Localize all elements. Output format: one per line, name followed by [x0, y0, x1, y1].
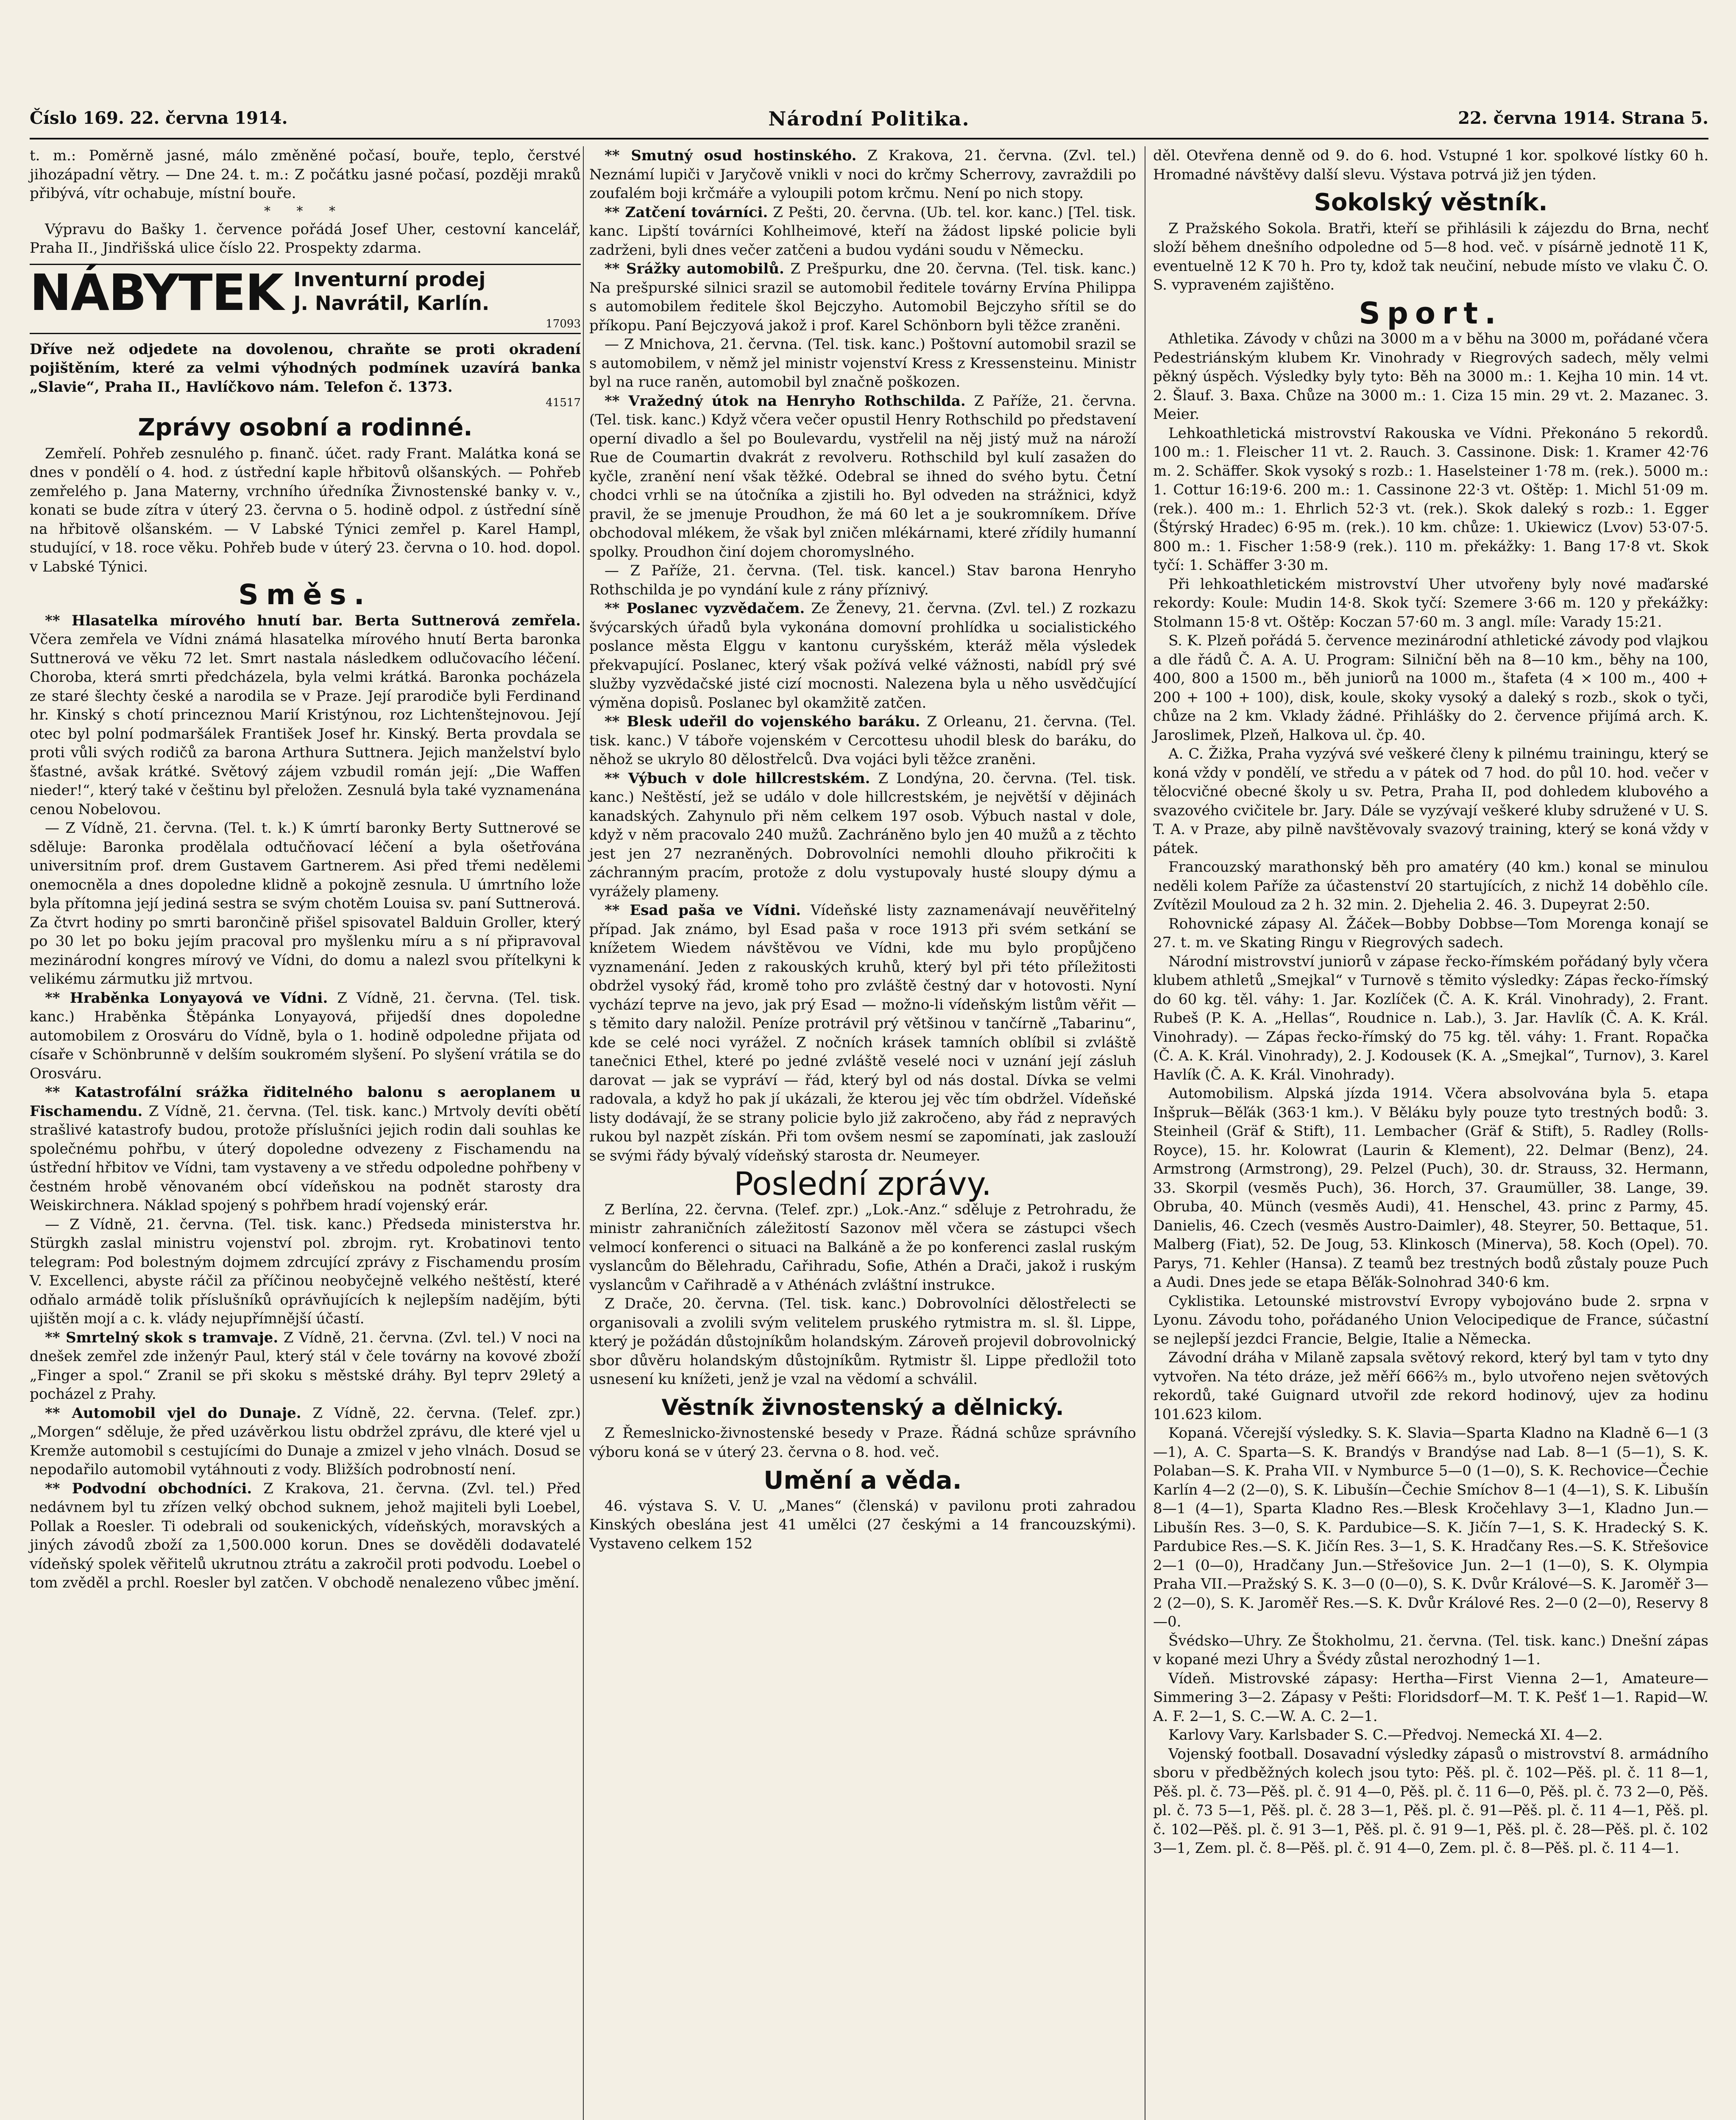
ornament: * * * [264, 204, 347, 219]
suttner-text: Včera zemřela ve Vídni známá hlasatelka mírového hnutí Berta baronka Suttnerová ve věku 72 let. Smrt nastala následkem odlučovacího léčení. Choroba, která smrti předcházela, byla velmi krátká. Baronka pocházela ze staré šlechty české a narodila se v Praze. Její prarodiče byli Ferdinand hr. Kinský s chotí princeznou Marií Kristýnou, roz Lichtenštejnovou. Její otec byl polní podmaršálek František Josef hr. Kinský. Berta provdala se proti vůli svých rodičů za barona Arthura Suttnera. Jejich manželství bylo šťastné, avšak krátké. Světový zájem vzbudil román její: „Die Waffen nieder!“, který také v češtinu byl přeložen. Zesnulá byla také vyznamenána cenou Nobelovou. [30, 631, 581, 818]
athletics-text: Athletika. Závody v chůzi na 3000 m a v běhu na 3000 m, pořádané včera Pedestriánským klubem Kr. Vinohrady v Riegrových sadech, měly velmi pěkný úspěch. Výsledky byly tyto: Běh na 3000 m.: 1. Kejha 10 min. 14 vt. 2. Šlauf. 3. Baxa. Chůze na 3000 m.: 1. Ciza 15 min. 29 vt. 2. Mazanec. 3. Meier. [1153, 330, 1708, 423]
personal-news: Zemřelí. Pohřeb zesnulého p. finanč. účet. rady Frant. Malátka koná se dnes v pondělí o 4. hod. z ústřední kaple hřbitovů olšanských. — Pohřeb zemřelého p. Jana Materny, vrchního úředníka Živnostenské banky v. v., konati se bude zítra v úterý 23. června o 5. hodině odpol. z ústřední síně na hřbitově olšanském. — V Labské Týnici zemřel p. Karel Hampl, studující, v 18. roce věku. Pohřeb bude v úterý 23. června o 10. hod. dopol. v Labské Týnici. [30, 445, 581, 575]
tram-text: Z Vídně, 21. června. (Zvl. tel.) V noci na dnešek zemřel zde inženýr Paul, který stál v čele továrny na kovové zboží „Finger a spol.“ Zranil se při skoku s městské dráhy. Byl teprv 29letý a pocházel z Prahy. [30, 1329, 581, 1403]
section-miscellany: Směs. [238, 578, 372, 611]
section-art: Umění a věda. [764, 1466, 962, 1495]
column-2 [589, 146, 1136, 1553]
section-sokol: Sokolský věstník. [1314, 189, 1548, 216]
danube-text: Z Vídně, 22. června. (Telef. zpr.) „Morgen“ sděluje, že před uzávěrkou listu obdržel zprávu, dle které vjel u Kremže automobil s cestujícími do Dunaje a zmizel v jeho vlnách. Dosud se nepodařilo automobil vytáhnouti z vody. Bližších podrobností není. [30, 1404, 581, 1478]
insurance-ad-code: 41517 [546, 396, 581, 409]
car-text: Z Prešpurku, dne 20. června. (Tel. tisk. kanc.) Na prešpurské silnici srazil se automobil ředitele továrny Ervína Philippa s automobilem ředitele škol Bejczyho. Automobil Bejczyho sřítil se do příkopu. Paní Bejczyová jakož i prof. Karel Schönborn byli těžce zraněni. [589, 260, 1136, 334]
plzen-races: S. K. Plzeň pořádá 5. července mezinárodní athletické závody pod vlajkou a dle řádů Č. A. A. U. Program: Silniční běh na 8—10 km., běhy na 100, 400, 800 a 1500 m., běh juniorů na 1000 m., štafeta (4 × 100 m., 400 + 200 + 100 + 100), disk, koule, skoky vysoký a daleký s rozb., skok o tyči, chůze na 2 km. Vklady žádné. Přihlášky do 2. července přijímá arch. K. Jaroslimek, Plzeň, Halkova ul. čp. 40. [1153, 632, 1708, 744]
envoy-text: Ze Ženevy, 21. června. (Zvl. tel.) Z rozkazu švýcarských úřadů byla vykonána domovní prohlídka u socialistického poslance města Elggu v kantonu curyšském, kteráž měla výsledek překvapující. Poslanec, který však požívá velké vážnosti, nabídl prý své služby vyzvědačské jisté cizí mocnosti. Nalezena byla u něho usvědčující výměna dopisů. Poslanec byl okamžitě zatčen. [589, 600, 1136, 711]
ad-line-1: Inventurní prodej [293, 268, 486, 291]
car-headline: ** Srážky automobilů. [605, 260, 784, 277]
danube-headline: ** Automobil vjel do Dunaje. [45, 1404, 301, 1422]
automobilism-text: Automobilism. Alpská jízda 1914. Včera absolvována byla 5. etapa Inšpruk—Běľák (363·1 km.). V Běláku byly pouze tyto trestných bodů: 3. Steinheil (Gräf & Stift), 11. Lembacher (Gräf & Stift), 5. Radley (Rolls-Royce), 15. hr. Kolowrat (Laurin & Klement), 22. Delmar (Benz), 24. Armstrong (Armstrong), 29. Pelzel (Puch), 30. dr. Strauss, 32. Hermann, 33. Skorpil (vesměs Puch), 36. Horch, 37. Graumüller, 38. Lange, 39. Obruba, 40. Münch (vesměs Audi), 41. Henschel, 43. princ z Parmy, 45. Danielis, 46. Czech (vesměs Austro-Daimler), 48. Steyrer, 50. Bettaque, 51. Malberg (Fiat), 52. De Joug, 53. Klinkosch (Minerva), 58. Koch (Opel). 70. Parys, 71. Kehler (Hansa). Z teamů bez trestných bodů zůstaly pouze Puch a Audi. Dnes jede se etapa Běľák-Solnohrad 340·6 km. [1153, 1085, 1708, 1291]
column-1 [30, 146, 581, 1593]
austria-championship: Lehkoathletická mistrovství Rakouska ve Vídni. Překonáno 5 rekordů. 100 m.: 1. Fleischer 11 vt. 2. Rauch. 3. Cassinone. Disk: 1. Kramer 42·76 m. 2. Schäffer. Skok vysoký s rozb.: 1. Haselsteiner 1·78 m. (rek.). 5000 m.: 1. Cottur 16:19·6. 200 m.: 1. Cassinone 22·3 vt. Oštěp: 1. Michl 51·09 m. (rek.). 400 m.: 1. Ehrlich 52·3 vt. (rek.). Skok daleký s rozb.: 1. Egger (Štýrský Hradec) 6·95 m. (rek.). 10 km. chůze: 1. Ukiewicz (Lvov) 53·07·5. 800 m.: 1. Fischer 1:58·9 (rek.). 110 m. překážky: 1. Bang 17·8 vt. Skok tyčí: 1. Schäffer 3·30 m. [1153, 424, 1708, 574]
esad-headline: ** Esad paša ve Vídni. [605, 902, 801, 919]
fraud-headline: ** Podvodní obchodníci. [45, 1480, 252, 1497]
page-header [30, 108, 1708, 139]
envoy-headline: ** Poslanec vyzvědačem. [605, 600, 805, 617]
page-number: 22. června 1914. Strana 5. [1458, 108, 1708, 128]
section-latest-news: Poslední zprávy. [734, 1165, 992, 1202]
cycling-text: Cyklistika. Letounské mistrovství Evropy vybojováno bude 2. srpna v Lyonu. Závodu toho, pořádaného Union Velocipedique de France, súčastní se nejlepší jezdci Francie, Belgie, Italie a Německa. [1153, 1292, 1708, 1347]
rothschild-text: Z Paříže, 21. června. (Tel. tisk. kanc.) Když včera večer opustil Henry Rothschild po představení operní divadlo a šel po Boulevardu, vystřelil na něj jistý muž na nároží Rue de Coumartin dvakrát z revolveru. Rothschild byl kulí zasažen do kyčle, zranění není však těžké. Odebral se ihned do svého bytu. Četní chodci vrhli se na útočníka a zjistili ho. Byl odveden na strážnici, když pravil, že se jmenuje Proudhon, že má 60 let a je soukromníkem. Dříve obchodoval mlékem, že však byl zničen mlékárnami, které zřídily humanní spolky. Proudhon činí dojem choromyslného. [589, 392, 1137, 561]
vienna-matches: Vídeň. Mistrovské zápasy: Hertha—First Vienna 2—1, Amateure—Simmering 3—2. Zápasy v Pešti: Floridsdorf—M. T. K. Pešť 1—1. Rapid—W. A. F. 2—1, S. C.—W. A. C. 2—1. [1153, 1670, 1708, 1725]
rothschild-headline: ** Vražedný útok na Henryho Rothschilda. [605, 392, 966, 410]
sweden-hungary: Švédsko—Uhry. Ze Štokholmu, 21. června. (Tel. tisk. kanc.) Dnešní zápas v kopané mezi Uhry a Švédy zůstal nerozhodný 1—1. [1153, 1632, 1708, 1668]
suttner-followup: — Z Vídně, 21. června. (Tel. t. k.) K úmrtí baronky Berty Suttnerové se sděluje: Baronka prodělala odtučňovací léčení a byla ošetřována universitním prof. drem Gustavem Gartnerem. Asi před třemi nedělemi onemocněla a dnes dopoledne klidně a pokojně zesnula. U úmrtního lože byla přítomna její jediná sestra se svým chotěm Louisa sv. paní Suttnerová. Za čtvrt hodiny po smrti barončině přišel spisovatel Balduin Groller, který po 30 let po boku jejím pracoval pro myšlenku míru a s ní připravoval mezinárodní kongres mírový ve Vídni, do domu a nalezl svou přítelkyni k velikému zármutku již mrtvou. [30, 820, 581, 987]
lonyay-headline: ** Hraběnka Lonyayová ve Vídni. [45, 989, 328, 1007]
mine-text: Z Londýna, 20. června. (Tel. tisk. kanc.) Neštěstí, jež se událo v dole hillcrestském, je největší v dějinách kanadských. Zahynulo při něm celkem 197 osob. Výbuch nastal v dole, když v něm pracovalo 240 mužů. Zachráněno bylo jen 40 mužů a z těchto jest jen 27 nezraněných. Dobrovolníci nemohli dlouho přikročiti k záchranným pracím, protože z dolu vystupovaly husté sloupy dýmu a vyrážely plameny. [589, 770, 1136, 900]
column-divider-1 [583, 146, 584, 2120]
wrestling-text: Národní mistrovství juniorů v zápase řecko-římském pořádaný byly včera klubem athletů „Smejkal“ v Turnově s těmito výsledky: Zápas řecko-římský do 60 kg. těl. váhy: 1. Jar. Kozlíček (Č. A. K. Král. Vinohrady), 2. Frant. Rubeš (P. K. A. „Hellas“, Roudnice n. Lab.), 3. Jar. Havlík (Č. A. K. Král. Vinohrady). — Zápas řecko-římský do 75 kg. těl. váhy: 1. Frant. Ropačka (Č. A. K. Král. Vinohrady), 2. J. Kodousek (K. A. „Smejkal“, Turnov), 3. Karel Havlík (Č. A. K. Král. Vinohrady). [1153, 953, 1708, 1083]
factory-headline: ** Zatčení továrníci. [605, 204, 768, 221]
military-football: Vojenský football. Dosavadní výsledky zápasů o mistrovství 8. armádního sboru v předběžných kolech jsou tyto: Pěš. pl. č. 102—Pěš. pl. č. 11 8—1, Pěš. pl. č. 73—Pěš. pl. č. 91 4—0, Pěš. pl. č. 11 6—0, Pěš. pl. č. 73 2—0, Pěš. pl. č. 73 5—1, Pěš. pl. č. 28 3—1, Pěš. pl. č. 91—Pěš. pl. č. 11 4—1, Pěš. pl. č. 102—Pěš. pl. č. 91 3—1, Pěš. pl. č. 91 9—1, Pěš. pl. č. 28—Pěš. pl. č. 102 3—1, Zem. pl. č. 8—Pěš. pl. č. 91 4—0, Zem. pl. č. 8—Pěš. pl. č. 11 4—1. [1153, 1745, 1708, 1857]
balloon-text: Z Vídně, 21. června. (Tel. tisk. kanc.) Mrtvoly devíti obětí strašlivé katastrofy budou, protože příslušníci jejich rodin dali souhlas ke společnému pohřbu, v úterý dopoledne odvezeny z Fischamendu na ústřední hřbitov ve Vídni, tam vystaveny a ve středu odpoledne pohřbeny v čestném hrobě věnovaném obcí vídeňskou na podnět starosty dra Weiskirchnera. Náklad spojený s pohřbem hradí vojenský erár. [30, 1102, 581, 1214]
trade-text: Z Řemeslnicko-živnostenské besedy v Praze. Řádná schůze správního výboru koná se v úterý 23. června o 8. hod. več. [589, 1425, 1136, 1461]
exhibition-continued: děl. Otevřena denně od 9. do 6. hod. Vstupné 1 kor. spolkové lístky 60 h. Hromadné návštěvy další slevu. Výstava potrvá již jen týden. [1153, 147, 1708, 183]
ad-code: 17093 [546, 317, 581, 330]
lonyay-text: Z Vídně, 21. června. (Tel. tisk. kanc.) Hraběnka Štěpánka Lonyayová, přijedší dnes dopoledne automobilem z Orosváru do Vídně, byla o 1. hodině odpoledne přijata od císaře v Schönbrunně v delším soukromém slyšení. Po slyšení vrátila se do Orosváru. [30, 989, 581, 1082]
travel-notice: Výpravu do Bašky 1. července pořádá Josef Uher, cestovní kancelář, Praha II., Jindřišská ulice číslo 22. Prospekty zdarma. [30, 220, 581, 257]
weather-text: t. m.: Poměrně jasné, málo změněné počasí, bouře, teplo, čerstvé jihozápadní větry. — Dne 24. t. m.: Z počátku jasné počasí, později mraků přibývá, vítr ochabuje, místní bouře. [30, 147, 581, 202]
masthead: Národní Politika. [768, 107, 970, 130]
lightning-headline: ** Blesk udeřil do vojenského baráku. [605, 713, 920, 730]
sokol-text: Z Pražského Sokola. Bratři, kteří se přihlásili k zájezdu do Brna, nechť složí během dnešního odpoledne od 5—8 hod. več. v písárně jednotě 11 K, eventuelně 12 K 70 h. Pro ty, kdož tak neučiní, nebude místo ve vlaku Č. O. S. vypraveném zajištěno. [1153, 220, 1708, 293]
section-sport: Sport. [1359, 296, 1503, 331]
insurance-ad: Dříve než odjedete na dovolenou, chraňte se proti okradení pojištěním, které za velmi výhodných podmínek uzavírá banka „Slavie“, Praha II., Havlíčkovo nám. Telefon č. 1373. [30, 340, 581, 396]
ad-lines [293, 268, 489, 315]
car-followup: — Z Mnichova, 21. června. (Tel. tisk. kanc.) Poštovní automobil srazil se s automobilem, v němž jel ministr vojenství Kress z Kressensteinu. Ministr byl na ruce raněn, automobil byl značně poškozen. [589, 336, 1136, 391]
latest-berlin: Z Berlína, 22. června. (Telef. zpr.) „Lok.-Anz.“ sděluje z Petrohradu, že ministr zahraničních záležitostí Sazonov měl včera se zástupci všech velmocí konferenci o situaci na Balkáně a že po konferenci zaslal ruským vyslancům do Bělehradu, Cařihradu, Sofie, Athén a Drači, jakož i ruským vyslancům v Cařihradě a v Athénách zvláštní instrukce. [589, 1201, 1136, 1294]
ad-line-2: J. Navrátil, Karlín. [293, 291, 490, 315]
zizka-training: A. C. Žižka, Praha vyzývá své veškeré členy k pilnému trainingu, který se koná vždy v pondělí, ve středu a v pátek od 7 hod. do půl 10. hod. večer v tělocvičné obecné školy u sv. Petra, Praha II, pod dohledem klubového a svazového cvičitele br. Jary. Dále se vyzývají veškeré kluby sdružené v U. S. T. A. v Praze, aby pilně navštěvovaly svazový training, který se koná vždy v pátek. [1153, 745, 1708, 857]
hungary-records: Při lehkoathletickém mistrovství Uher utvořeny byly nové maďarské rekordy: Koule: Mudin 14·8. Skok tyčí: Szemere 3·66 m. 120 y překážky: Stolmann 15·8 vt. Oštěp: Koczan 57·60 m. 3 angl. míle: Varady 15:21. [1153, 575, 1708, 630]
column-3 [1153, 146, 1708, 1858]
rothschild-followup: — Z Paříže, 21. června. (Tel. tisk. kancel.) Stav barona Henryho Rothschilda je po vyndání kule z rány příznivý. [589, 562, 1136, 598]
karlovy-vary: Karlovy Vary. Karlsbader S. C.—Předvoj. Nemecká XI. 4—2. [1168, 1727, 1603, 1743]
art-text: 46. výstava S. V. U. „Manes“ (členská) v pavilonu proti zahradou Kinských obeslána jest 41 umělci (27 českými a 14 francouzskými). Vystaveno celkem 152 [589, 1497, 1136, 1552]
factory-text: Z Pešti, 20. června. (Ub. tel. kor. kanc.) [Tel. tisk. kanc. Lipští továrníci Kohlheimové, kteří na žádost lipské policie byli zadrženi, byli dnes večer zatčeni a budou vydáni soudu v Německu. [589, 204, 1136, 259]
balloon-followup: — Z Vídně, 21. června. (Tel. tisk. kanc.) Předseda ministerstva hr. Stürgkh zaslal ministru vojenství pol. zbrojm. ryt. Krobatinovi tento telegram: Pod bolestným dojmem zdrcující zprávy z Fischamendu prosím V. Excellenci, abyste ráčil za příčinou neobyčejně velkého neštěstí, které odňalo armádě tolik příslušníků oprávňujících k nejlepším nadějím, býti ujištěn mojí a c. k. vlády nejupřímnější účastí. [30, 1216, 581, 1327]
cycling-text-2: Závodní dráha v Milaně zapsala světový rekord, který byl tam v tyto dny vytvořen. Na této dráze, jež měří 666⅔ m., bylo utvořeno nejen světových rekordů, také Guignard utvořil zde rekord hodinový, ujev za hodinu 101.623 kilom. [1153, 1349, 1708, 1423]
esad-text: Vídeňské listy zaznamenávají neuvěřitelný případ. Jak známo, byl Esad paša v roce 1913 při svém setkání se knížetem Wiedem návštěvou ve Vídni, kde mu bylo propůjčeno vyznamenání. Jeden z rakouských kruhů, který byl při této příležitosti obdržel vysoký řád, kromě toho pro zvláště čestný dar v hotovosti. Nyní vychází teprve na jevo, jak prý Esad — možno-li vídeňským listům věřit — s těmito dary naložil. Peníze protrávil prý většinou v tančírně „Tabarinu“, kde se celé noci vyrážel. Z nočních krásek tamních oblíbil si zvláště tanečnici Ethel, které po jedné zvláště veselé noci v uznání její zásluh darovat — jak se vypráví — řád, který byl od nás dostal. Dívka se velmi radovala, a když ho pak jí ukázali, že kterou jej věc tím obdržel. Vídeňské listy dodávají, že se strany policie bylo již zakročeno, aby řád z nepravých rukou byl nazpět získán. Při tom ovšem nesmí se zapomínati, jak zaslouží se svými řády bývalý vídeňský starosta dr. Neumeyer. [589, 902, 1136, 1164]
inn-headline: ** Smutný osud hostinského. [605, 147, 857, 164]
balloon-headline: ** Katastrofální srážka řiditelného balonu s aeroplanem u Fischamendu. [30, 1084, 581, 1120]
section-trade: Věstník živnostenský a dělnický. [661, 1395, 1064, 1420]
football-text: Kopaná. Včerejší výsledky. S. K. Slavia—Sparta Kladno na Kladně 6—1 (3—1), A. C. Sparta—S. K. Brandýs v Brandýse nad Lab. 8—1 (5—1), S. K. Polaban—S. K. Praha VII. v Nymburce 5—0 (1—0), S. K. Rechovice—Čechie Karlín 4—2 (2—0), S. K. Libušín—Čechie Smíchov 8—1 (4—1), S. K. Libušín 8—1 (4—1), Sparta Kladno Res.—Blesk Kročehlavy 3—1, Kladno Jun.—Libušín Res. 3—0, S. K. Pardubice—S. K. Jičín 7—1, S. K. Hradecký S. K. Pardubice Res.—S. K. Jičín Res. 3—1, S. K. Hradčany Res.—S. K. Střešovice 2—1 (0—0), Hradčany Jun.—Střešovice Jun. 2—1 (1—0), S. K. Olympia Praha VII.—Pražský S. K. 3—0 (0—0), S. K. Dvůr Králové—S. K. Jaroměř 3—2 (2—0), S. K. Jaroměř Res.—S. K. Dvůr Králové Res. 2—0 (2—0), Reservy 8—0. [1153, 1425, 1708, 1630]
ad-title: NÁBYTEK [30, 263, 283, 322]
marathon-text: Francouzský marathonský běh pro amatéry (40 km.) konal se minulou neděli kolem Paříže za účastenství 20 startujících, z nichž 14 doběhlo cíle. Zvítězil Mouloud za 2 h. 32 min. 2. Djehelia 2. 46. 3. Dupeyrat 2:50. [1153, 859, 1708, 913]
mine-headline: ** Výbuch v dole hillcrestském. [605, 770, 870, 787]
issue-info: Číslo 169. 22. června 1914. [30, 108, 288, 128]
suttner-headline: ** Hlasatelka mírového hnutí bar. Berta Suttnerová zemřela. [45, 612, 581, 629]
boxing-text: Rohovnické zápasy Al. Žáček—Bobby Dobbse—Tom Morenga konají se 27. t. m. ve Skating Ringu v Riegrových sadech. [1153, 915, 1708, 951]
furniture-ad [30, 264, 581, 334]
lightning-text: Z Orleanu, 21. června. (Tel. tisk. kanc.) V táboře vojenském v Cercottesu uhodil blesk do baráku, do něhož se ukrylo 80 dělostřelců. Dva vojáci byli těžce zraněni. [589, 713, 1136, 768]
section-personal: Zprávy osobní a rodinné. [138, 414, 473, 441]
inn-text: Z Krakova, 21. června. (Zvl. tel.) Neznámí lupiči v Jaryčově vnikli v noci do krčmy Scherrovy, zavraždili po zoufalém boji krčmáře a vyloupili potom krčmu. Není po nich stopy. [589, 147, 1137, 202]
tram-headline: ** Smrtelný skok s tramvaje. [45, 1329, 279, 1346]
latest-drac: Z Drače, 20. června. (Tel. tisk. kanc.) Dobrovolníci dělostřelecti se organisovali a zvolili svým velitelem pruského rytmistra m. sl. šl. Lippe, který je požádán důstojníkům holandským. Zároveň projevil dobrovolnický sbor důvěru holandským důstojníkům. Rytmistr šl. Lippe předložil toto usnesení ku knížeti, jenž je vzal na vědomí a schválil. [589, 1295, 1136, 1388]
fraud-text: Z Krakova, 21. června. (Zvl. tel.) Před nedávnem byl tu zřízen velký obchod suknem, jehož majiteli byli Loebel, Pollak a Roesler. Ti odebrali od soukenických, vídeňských, moravských a jiných závodů zboží za 1,500.000 korun. Dnes se dověděli dodavatelé vídeňský spolek věřitelů ukrutnou ztrátu a zakročil proti podvodu. Loebel o tom zvěděl a prchl. Roesler byl zatčen. V obchodě nenalezeno vůbec jmění. [30, 1480, 581, 1591]
